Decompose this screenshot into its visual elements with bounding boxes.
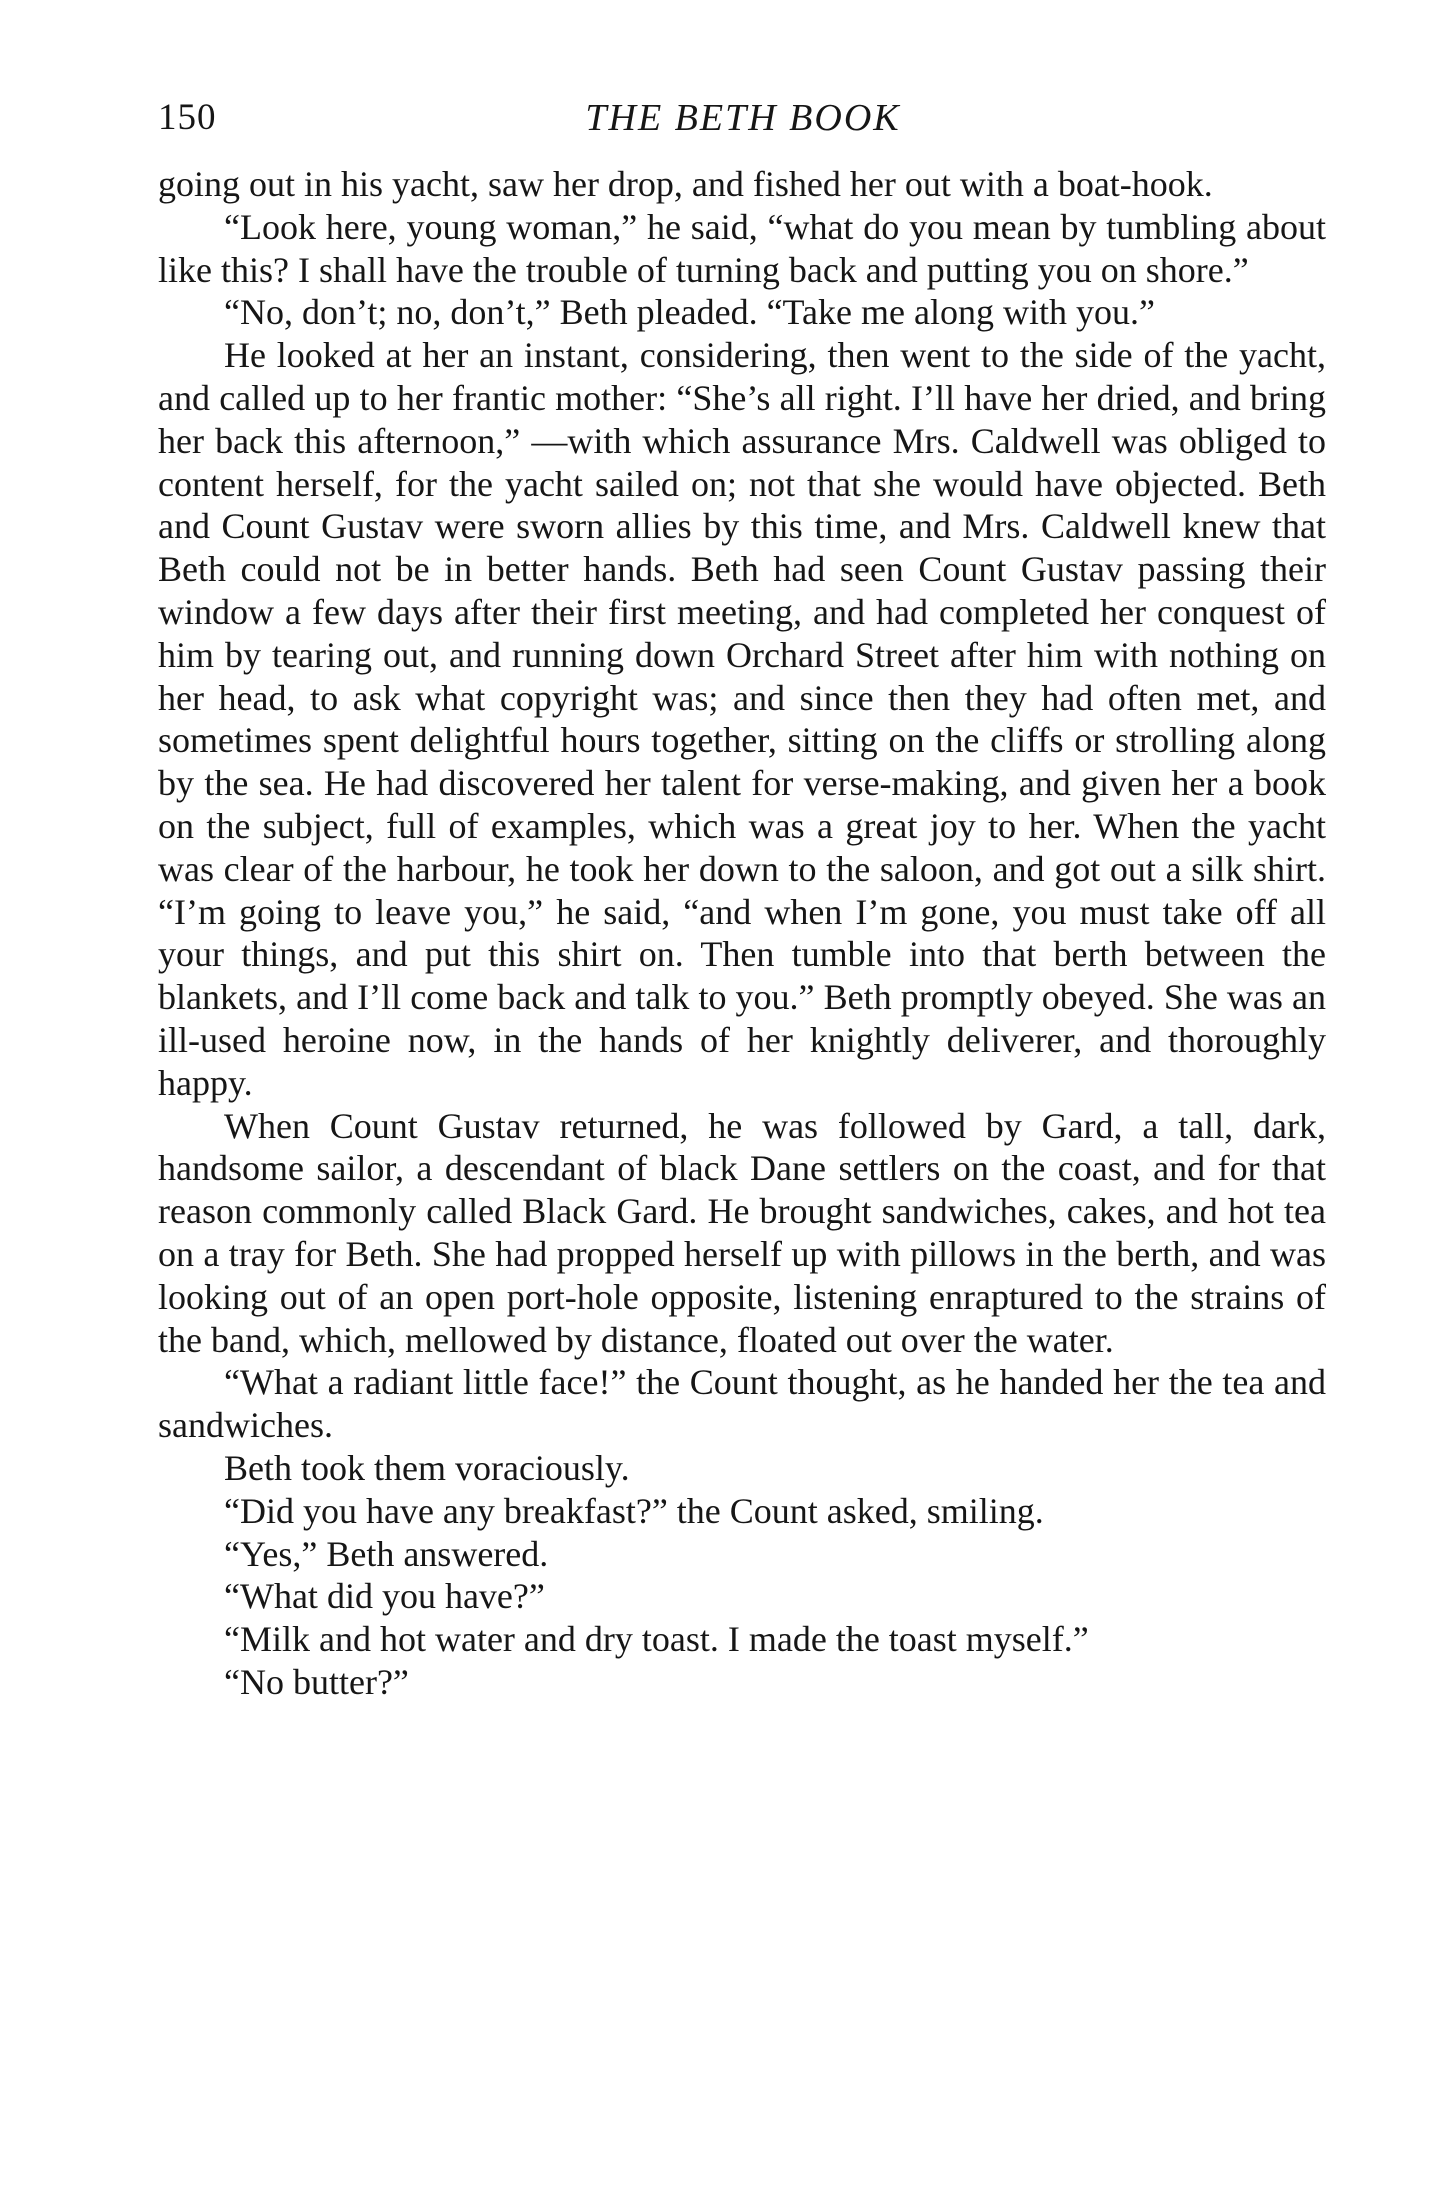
paragraph-voraciously: Beth took them voraciously. — [224, 1447, 630, 1488]
paragraph-breakfast: “Did you have any breakfast?” the Count asked, smiling. — [224, 1490, 1044, 1531]
paragraph-continuation: going out in his yacht, saw her drop, and fished her out with a boat-hook. — [158, 164, 1213, 204]
paragraph-milk: “Milk and hot water and dry toast. I made the toast myself.” — [224, 1619, 1089, 1660]
paragraph-what-did-you-have: “What did you have?” — [224, 1576, 545, 1617]
page-number: 150 — [158, 97, 217, 138]
paragraph-count-returned: When Count Gustav returned, he was followed by Gard, a tall, dark, handsome sailor, a descendant of black Dane settlers on the coast, and for that reason commonly called Black Gard. He brought sandwiches, cakes, and hot tea on a tray for Beth. She had propped herself up with pillows in the berth, and was looking out of an open port-hole opposite, listening enraptured to the strains of the band, which, mellowed by distance, floated out over the water. — [158, 1105, 1326, 1360]
paragraph-look-here: “Look here, young woman,” he said, “what do you mean by tumbling about like this? I shall have the trouble of turning back and putting you on shore.” — [158, 206, 1326, 290]
running-head — [158, 96, 1328, 156]
running-title: THE BETH BOOK — [585, 97, 901, 139]
body-text — [158, 163, 1326, 1704]
paragraph-no-butter: “No butter?” — [224, 1661, 409, 1702]
paragraph-yes: “Yes,” Beth answered. — [224, 1533, 549, 1574]
paragraph-he-looked: He looked at her an instant, considering, then went to the side of the yacht, and called up to her frantic mother: “She’s all right. I’ll have her dried, and bring her back this afternoon,” —with which assurance Mrs. Caldwell was obliged to content herself, for the yacht sailed on; not that she would have objected. Beth and Count Gustav were sworn allies by this time, and Mrs. Caldwell knew that Beth could not be in better hands. Beth had seen Count Gustav passing their window a few days after their first meeting, and had completed her conquest of him by tearing out, and running down Orchard Street after him with nothing on her head, to ask what copyright was; and since then they had often met, and sometimes spent delightful hours together, sitting on the cliffs or strolling along by the sea. He had discovered her talent for verse-making, and given her a book on the subject, full of examples, which was a great joy to her. When the yacht was clear of the harbour, he took her down to the saloon, and got out a silk shirt. “I’m going to leave you,” he said, “and when I’m gone, you must take off all your things, and put this shirt on. Then tumble into that berth between the blankets, and I’ll come back and talk to you.” Beth promptly obeyed. She was an ill-used heroine now, in the hands of her knightly deliverer, and thoroughly happy. — [158, 335, 1326, 1103]
paragraph-radiant-face: “What a radiant little face!” the Count thought, as he handed her the tea and sandwiches. — [158, 1362, 1326, 1446]
paragraph-no-dont: “No, don’t; no, don’t,” Beth pleaded. “Take me along with you.” — [224, 292, 1155, 333]
